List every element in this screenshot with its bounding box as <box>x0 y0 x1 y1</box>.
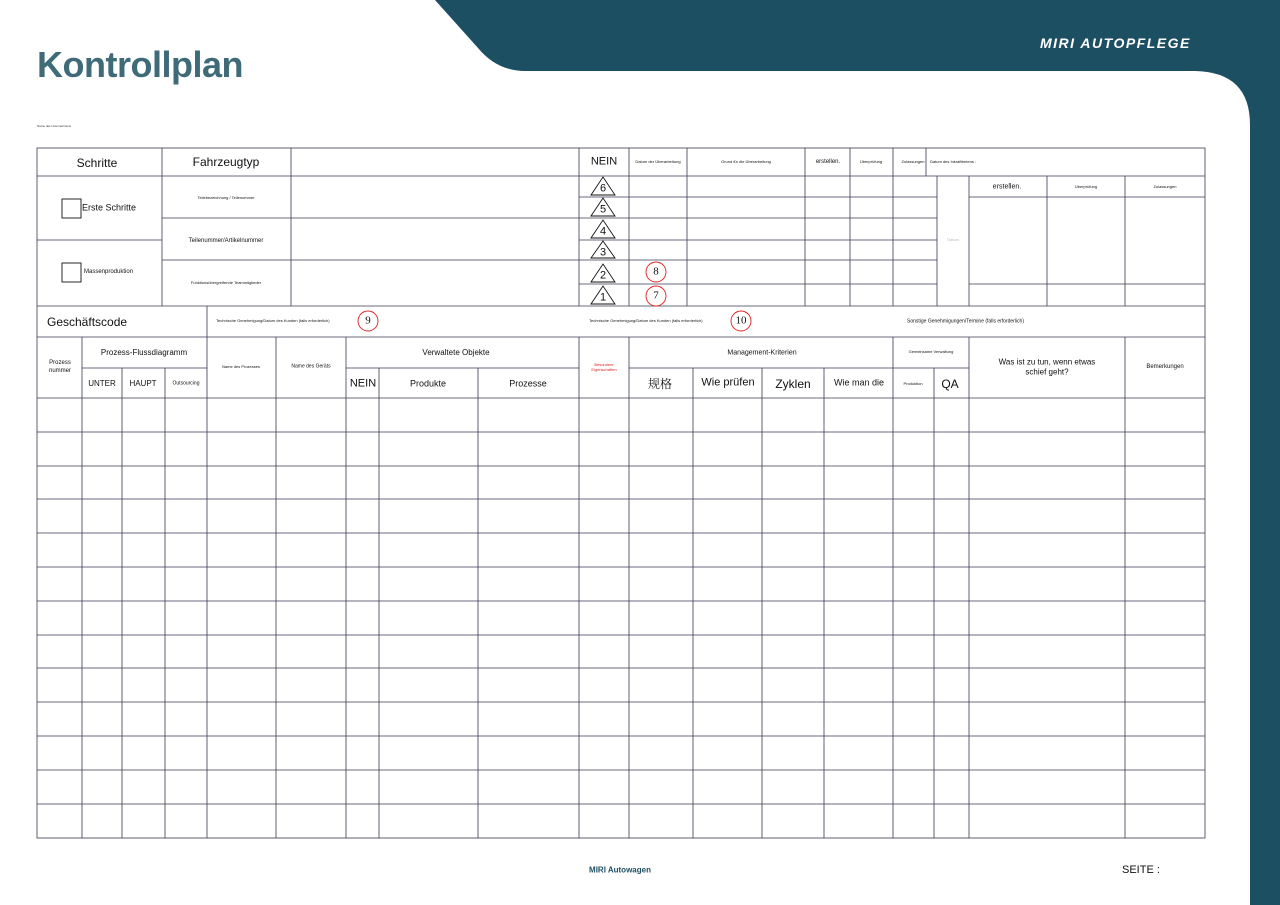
revision-approve-header: Zulassungen <box>901 159 925 164</box>
revision-no-header: NEIN <box>590 155 618 168</box>
revision-number-1: 1 <box>599 291 607 304</box>
flow-chart-header: Prozess-Flussdiagramm <box>100 348 188 357</box>
sign-date-label: Datum <box>947 237 959 242</box>
production-header: Produktion <box>903 381 923 386</box>
revision-number-3: 3 <box>599 246 607 259</box>
steps-label: Schritte <box>76 156 118 170</box>
page-number-label: SEITE : <box>1122 864 1160 876</box>
what-to-do-header: Was ist zu tun, wenn etwas schief geht? <box>998 357 1096 377</box>
how-to-header: Wie man die <box>833 377 885 388</box>
revision-create-header: erstellen. <box>815 159 841 165</box>
circle-number-7: 7 <box>653 289 659 302</box>
revision-review-header: Überprüfung <box>859 159 883 164</box>
revision-number-5: 5 <box>599 203 607 216</box>
how-check-header: Wie prüfen <box>701 376 755 389</box>
company-logo-text: MIRI AUTOPFLEGE <box>1040 35 1191 51</box>
part-number-label: Teilenummer/Artikelnummer <box>188 238 264 244</box>
sign-create-label: erstellen. <box>992 183 1022 191</box>
other-approvals-label: Sonstige Genehmigungen/Termine (falls erforderlich) <box>907 318 1025 325</box>
mass-production-checkbox-hit[interactable] <box>62 263 81 282</box>
qa-header: QA <box>941 377 959 391</box>
outsourcing-header: Outsourcing <box>172 380 200 387</box>
circle-number-10: 10 <box>735 314 747 327</box>
processes-header: Prozesse <box>509 378 547 389</box>
revision-reason-header: Grund für die Überarbeitung <box>721 159 771 164</box>
tech-approval-label-1: Technische Genehmigung/Datum des Kunden (falls erforderlich) <box>216 318 330 323</box>
cycles-header: Zyklen <box>775 377 811 391</box>
revision-date-header: Datum der Überarbeitung <box>635 159 681 164</box>
remarks-header: Bemerkungen <box>1146 364 1184 370</box>
spec-header: 规格 <box>647 377 673 391</box>
management-criteria-header: Management-Kriterien <box>727 349 797 357</box>
company-name-caption: Name des Unternehmens <box>37 124 72 128</box>
products-header: Produkte <box>409 378 447 389</box>
sign-approve-label: Zulassungen <box>1153 184 1177 189</box>
main-header: HAUPT <box>129 379 157 388</box>
first-steps-label: Erste Schritte <box>82 202 137 213</box>
team-members-label: Funktionsübergreifende Teammitglieder <box>190 280 262 285</box>
circle-number-9: 9 <box>365 314 371 327</box>
device-name-header: Name des Geräts <box>291 363 331 370</box>
revision-number-6: 6 <box>599 182 607 195</box>
managed-no-header: NEIN <box>349 377 377 390</box>
revision-number-2: 2 <box>599 269 607 282</box>
first-steps-checkbox-hit[interactable] <box>62 199 81 218</box>
business-code-label: Geschäftscode <box>47 315 128 329</box>
part-name-label: Teilebezeichnung / Teilenummer <box>197 195 255 200</box>
tech-approval-label-2: Technische Genehmigung/Datum des Kunden (falls erforderlich) <box>589 318 703 323</box>
page-title: Kontrollplan <box>37 44 243 85</box>
managed-objects-header: Verwaltete Objekte <box>422 348 490 357</box>
process-name-header: Name des Prozesses <box>221 364 261 369</box>
vehicle-type-label: Fahrzeugtyp <box>192 155 260 169</box>
sign-review-label: Überprüfung <box>1074 184 1098 189</box>
sub-header: UNTER <box>88 379 116 388</box>
revision-number-4: 4 <box>599 225 607 238</box>
mass-production-label: Massenproduktion <box>84 269 134 275</box>
effective-date-label: Datum des Inkrafttretens : <box>930 159 977 164</box>
process-number-header: Prozess nummer <box>48 360 71 374</box>
special-characteristics-header: Besondere Eigenschaften <box>591 361 617 372</box>
shared-management-header: Gemeinsame Verwaltung <box>908 349 954 354</box>
footer-brand: MIRI Autowagen <box>589 865 651 875</box>
circle-number-8: 8 <box>653 265 659 278</box>
